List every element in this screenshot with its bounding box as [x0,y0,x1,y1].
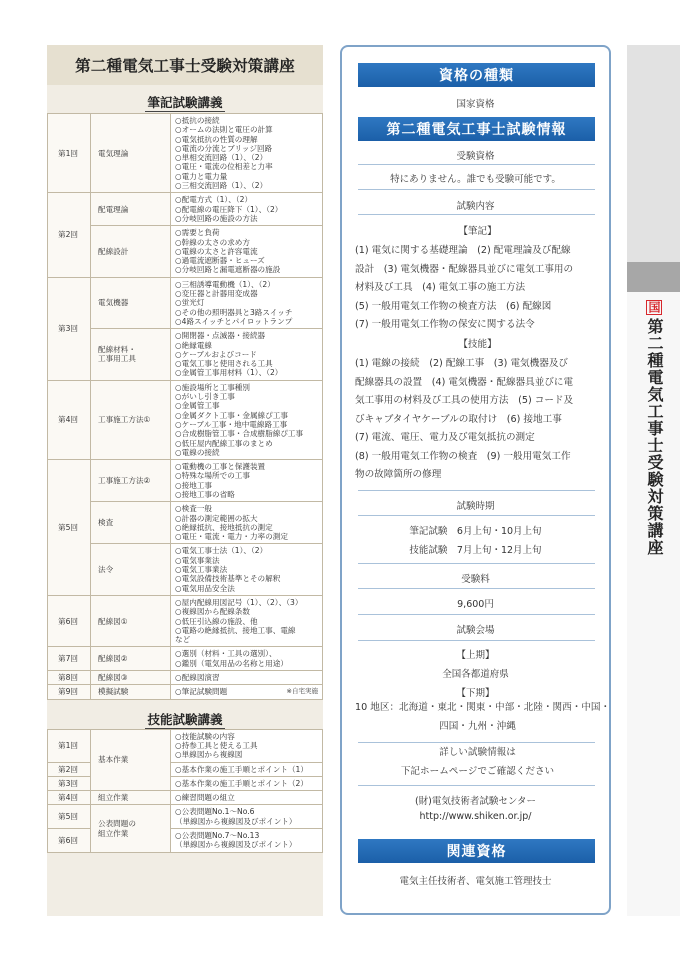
list-item: ○電気抵抗の性質の理解 [175,134,258,144]
round-cell: 第3回 [48,277,91,380]
round-cell: 第2回 [48,762,91,776]
divider [358,490,595,491]
subject-cell: 配線材料・ 工事用工具 [91,329,171,380]
round-cell: 第1回 [48,729,91,762]
list-item: ○電流の分流とブリッジ回路 [175,143,273,153]
list-item: ○電圧・電流の位相差と力率 [175,162,273,172]
items-cell [171,114,323,193]
list-item: ○公表問題No.1～No.6 [175,807,255,817]
subject-cell: 配線図③ [91,671,171,685]
text-line: びキャブタイヤケーブルの取付け (6) 接地工事 [355,413,562,425]
table-row [48,762,323,776]
qualification-header: 資格の種類 [358,63,595,87]
list-item: ○合成樹脂管工事・合成樹脂線ぴ工事 [175,429,304,439]
eligibility-value: 特にありません。誰でも受験可能です。 [390,174,561,185]
subject-cell: 模擬試験 [91,685,171,699]
list-item: ○接地工事の省略 [175,489,235,499]
items-cell [171,380,323,459]
text-line: (7) 電流、電圧、電力及び電気抵抗の測定 [355,432,535,443]
list-item: ○電線の接続 [175,447,220,457]
subject-cell: 検査 [91,502,171,544]
list-item: など [175,635,191,645]
list-item: ○検査一般 [175,504,213,514]
list-item: ○開閉器・点滅器・接続器 [175,331,266,341]
table-row [48,193,323,226]
round-cell: 第2回 [48,193,91,277]
list-item: ○配電方式（1）、（2） [175,195,253,205]
written-content [355,242,600,335]
table-row [48,277,323,328]
list-item: ○屋内配線用図記号（1）、（2）、（3） [175,597,303,607]
items-cell [171,729,323,762]
list-item: ○電動機の工事と保護装置 [175,462,266,472]
side-tab-text: 第二種電気工事士受験対策講座 [645,318,664,556]
list-item: ○分岐回路の施設の方法 [175,213,258,223]
side-tab-active[interactable] [627,262,680,292]
items-cell [171,805,323,829]
items-cell [171,595,323,646]
text-line: 10 地区：北海道・東北・関東・中部・北陸・関西・中国・ [355,702,611,713]
course-panel [47,45,323,916]
text-line: 気工事用の材料及び工具の使用方法 (5) コード及 [355,395,574,406]
venue-first: 全国各都道府県 [442,669,509,680]
practical-section-title [47,710,323,726]
list-item: ○がいし引き工事 [175,392,235,402]
items-cell [171,544,323,595]
eligibility-label: 受験資格 [456,151,495,162]
divider [358,742,595,743]
round-cell: 第9回 [48,685,91,699]
list-item: ○基本作業の施工手順とポイント（1） [175,764,308,774]
list-item: ○オームの法則と電圧の計算 [175,125,273,135]
text-line: (1) 電線の接続 (2) 配線工事 (3) 電気機器及び [355,358,569,369]
list-item: ○蛍光灯 [175,298,205,308]
round-cell: 第4回 [48,791,91,805]
round-cell: 第3回 [48,776,91,790]
list-item: ○練習問題の組立 [175,793,235,803]
list-item: （単線図から複線図及びポイント） [175,816,297,826]
list-item: ○持参工具と使える工具 [175,740,258,750]
text-line: (7) 一般用電気工作物の保安に関する法令 [355,319,535,330]
list-item: ○施設場所と工事種別 [175,382,250,392]
text-line: (8) 一般用電気工作物の検査 (9) 一般用電気工作 [355,450,571,462]
list-item: ○鑑別（電気用品の名称と用途） [175,658,288,668]
table-row [48,805,323,829]
text-line: (5) 一般用電気工作物の検査方法 (6) 配線図 [355,300,552,312]
national-badge: 国 [647,301,661,314]
practical-schedule-table [47,729,323,853]
round-cell: 第6回 [48,829,91,853]
list-item: ○分岐回路と漏電遮断器の施設 [175,265,281,275]
items-cell [171,791,323,805]
list-item: ○配電線の電圧降下（1）、（2） [175,204,283,214]
fee-value: 9,600円 [457,599,494,610]
items-cell [171,762,323,776]
list-item: ○電圧・電流・電力・力率の測定 [175,532,288,542]
round-cell: 第5回 [48,460,91,596]
list-item: （単線図から複線図及びポイント） [175,840,297,850]
list-item: ○電気工事業法 [175,565,228,575]
divider [358,515,595,516]
divider [358,563,595,564]
round-cell: 第5回 [48,805,91,829]
round-cell: 第8回 [48,671,91,685]
list-item: ○電気設備技術基準とその解釈 [175,574,281,584]
table-row [48,671,323,685]
list-item: ○ケーブルおよびコード [175,349,257,359]
list-item: ○低圧屋内配線工事のまとめ [175,438,273,448]
list-item: ○特殊な場所での工事 [175,471,250,481]
table-row [48,776,323,790]
items-cell [171,460,323,502]
subject-cell: 配電理論 [91,193,171,226]
list-item: ○電気事業法 [175,555,220,565]
round-cell: 第7回 [48,647,91,671]
related-value: 電気主任技術者、電気施工管理技士 [399,876,552,887]
side-tab-upper [627,45,680,262]
organization-url-link[interactable]: http://www.shiken.or.jp/ [419,811,532,822]
list-item: ○単相交流回路（1）、（2） [175,153,268,163]
venue-second [355,699,611,736]
list-item: ○電気工事士法（1）、（2） [175,546,268,556]
list-item: ○基本作業の施工手順とポイント（2） [175,778,308,788]
list-item: ○変圧器と計器用変成器 [175,289,258,299]
list-item: ○金属ダクト工事・金属線ぴ工事 [175,410,288,420]
subject-cell: 組立作業 [91,791,171,805]
list-item: ○絶縁抵抗、接地抵抗の測定 [175,522,273,532]
list-item: ○金属管工事用材料（1）、（2） [175,368,283,378]
note-text: ※自宅実施 [286,687,318,696]
divider [358,189,595,190]
exam-info-panel [340,45,611,915]
list-item: ○接地工事 [175,480,213,490]
list-item: ○計器の測定範囲の拡大 [175,513,258,523]
items-cell [171,226,323,277]
details-note [355,744,600,781]
divider [358,588,595,589]
skill-tag: 【技能】 [458,339,497,350]
subject-cell: 配線図② [91,647,171,671]
text-line: 詳しい試験情報は [439,747,516,758]
items-cell [171,647,323,671]
items-cell [171,671,323,685]
list-item: ○公表問題No.7～No.13 [175,831,260,840]
text-line: 材料及び工具 (4) 電気工事の施工方法 [355,282,526,293]
table-row [48,595,323,646]
text-line: 配線器具の設置 (4) 電気機器・配線器具並びに電 [355,376,574,388]
list-item: ○電線の太さと許容電流 [175,246,258,256]
list-item: ○筆記試験問題 ※自宅実施 [175,687,318,697]
table-row [48,729,323,762]
items-cell [171,829,323,853]
list-item: ○電気用品安全法 [175,583,235,593]
list-item: ○三相交流回路（1）、（2） [175,181,268,191]
divider [358,614,595,615]
divider [358,164,595,165]
table-row [48,380,323,459]
subject-cell: 配線設計 [91,226,171,277]
list-item: ○その他の照明器具と3路スイッチ [175,307,293,317]
schedule-skill: 技能試験 7月上旬・12月上旬 [409,545,542,556]
venue-first-tag: 【上期】 [456,650,495,661]
round-cell: 第6回 [48,595,91,646]
list-item: ○金属管工事 [175,401,220,411]
items-cell [171,685,323,699]
table-row [48,685,323,699]
table-row [48,791,323,805]
table-row [48,460,323,502]
related-header: 関連資格 [358,839,595,863]
venue-second-tag: 【下期】 [456,688,495,699]
list-item: ○4路スイッチとパイロットランプ [175,316,293,326]
divider [358,640,595,641]
items-cell [171,193,323,226]
side-tab-label [632,300,666,556]
skill-content [355,355,600,485]
written-tag: 【筆記】 [458,226,497,237]
text-line: 設計 (3) 電気機器・配線器具並びに電気工事用の [355,263,574,275]
subject-cell: 法令 [91,544,171,595]
list-item: ○抵抗の接続 [175,116,220,125]
list-item: ○幹線の太さの求め方 [175,237,250,247]
list-item: ○複線図から配線条数 [175,607,250,617]
list-item: ○電路の絶縁抵抗、接地工事、電線 [175,625,296,635]
schedule-written: 筆記試験 6月上旬・10月上旬 [409,526,542,537]
exam-info-header: 第二種電気工事士試験情報 [358,117,595,141]
items-cell [171,277,323,328]
list-item: ○電気工事と使用される工具 [175,359,273,369]
subject-cell: 基本作業 [91,729,171,790]
list-item: ○ケーブル工事・地中電線路工事 [175,419,288,429]
subject-cell: 電気機器 [91,277,171,328]
round-cell: 第1回 [48,114,91,193]
subject-cell: 配線図① [91,595,171,646]
schedule-label: 試験時期 [456,501,495,512]
written-title-text: 筆記試験講義 [147,95,223,110]
practical-title-text: 技能試験講義 [147,711,223,727]
course-title: 第二種電気工事士受験対策講座 [47,45,323,85]
table-row [48,829,323,853]
list-item: ○三相誘導電動機（1）、（2） [175,279,275,289]
subject-cell: 公表問題の 組立作業 [91,805,171,852]
text-line: 四国・九州・沖縄 [439,720,516,732]
organization-name: (財)電気技術者試験センター [414,796,537,807]
items-cell [171,502,323,544]
list-item: ○低圧引込線の施設、他 [175,616,258,626]
divider [358,785,595,786]
items-cell [171,776,323,790]
written-schedule-table [47,113,323,700]
list-item: ○単線図から複線図 [175,750,243,760]
venue-label: 試験会場 [456,625,495,636]
content-label: 試験内容 [456,201,495,212]
subject-cell: 工事施工方法① [91,380,171,459]
fee-label: 受験料 [461,574,490,585]
list-item: ○過電流遮断器・ヒューズ [175,256,265,266]
qualification-value: 国家資格 [456,99,495,110]
text-line: 物の故障箇所の修理 [355,469,442,480]
list-item: ○電力と電力量 [175,171,228,181]
text-line: 下記ホームページでご確認ください [400,765,555,777]
list-item: ○技能試験の内容 [175,731,235,741]
list-item: ○配線図演習 [175,673,220,683]
table-row [48,647,323,671]
written-section-title [47,93,323,109]
subject-cell: 電気理論 [91,114,171,193]
round-cell: 第4回 [48,380,91,459]
table-row [48,114,323,193]
list-item: ○需要と負荷 [175,228,220,238]
items-cell [171,329,323,380]
list-item: ○選別（材料・工具の選別）、 [175,649,277,659]
divider [358,214,595,215]
subject-cell: 工事施工方法② [91,460,171,502]
list-item: ○絶縁電線 [175,340,213,350]
text-line: (1) 電気に関する基礎理論 (2) 配電理論及び配線 [355,245,571,256]
